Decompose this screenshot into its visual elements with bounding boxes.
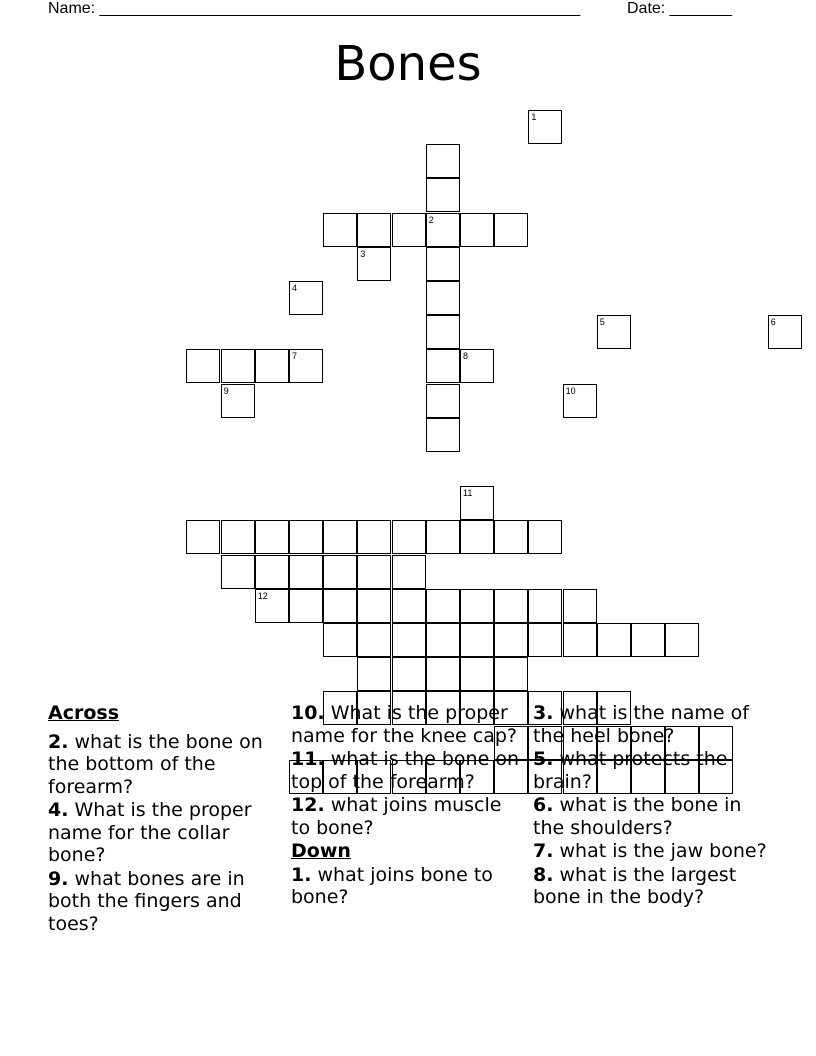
grid-cell[interactable]: [392, 589, 426, 623]
clue-number: 2.: [48, 730, 69, 753]
grid-cell[interactable]: [323, 555, 357, 589]
grid-cell[interactable]: [426, 144, 460, 178]
grid-cell-numbered[interactable]: [460, 486, 494, 520]
clue-number-label: 2: [428, 214, 434, 225]
clue-text: What is the proper name for the knee cap?: [291, 702, 518, 747]
clue-text: what is the bone on the bottom of the forearm?: [48, 730, 263, 798]
grid-cell[interactable]: [426, 349, 460, 383]
grid-cell[interactable]: [186, 349, 220, 383]
grid-cell-numbered[interactable]: [768, 315, 802, 349]
clue-text: What is the proper name for the collar bone?: [48, 799, 252, 866]
grid-cell[interactable]: [665, 623, 699, 657]
grid-cell[interactable]: [426, 418, 460, 452]
grid-cell-numbered[interactable]: [597, 315, 631, 349]
grid-cell[interactable]: [426, 315, 460, 349]
grid-cell[interactable]: [597, 623, 631, 657]
clue-down-1: [291, 864, 526, 909]
clue-number-label: 1: [531, 112, 537, 122]
grid-cell[interactable]: [426, 178, 460, 212]
clue-across-9: [48, 868, 273, 936]
grid-cell[interactable]: [494, 213, 528, 247]
clue-number-label: 11: [463, 488, 473, 499]
clue-number-label: 5: [599, 317, 605, 328]
clue-down-6: [533, 794, 768, 839]
clue-across-10: [291, 702, 526, 747]
across-heading: Across: [48, 702, 120, 724]
clue-across-4: [48, 799, 273, 867]
grid-cell[interactable]: [357, 623, 391, 657]
grid-cell-numbered[interactable]: [357, 247, 391, 281]
grid-cell-numbered[interactable]: [563, 384, 597, 418]
grid-cell[interactable]: [426, 281, 460, 315]
clue-text: what joins bone to bone?: [291, 863, 493, 908]
grid-cell[interactable]: [221, 520, 255, 554]
clue-number-label: 7: [292, 351, 298, 362]
clues-column-1: [48, 702, 273, 936]
grid-cell[interactable]: [221, 555, 255, 589]
grid-cell[interactable]: [289, 589, 323, 623]
grid-cell[interactable]: [323, 623, 357, 657]
grid-cell[interactable]: [460, 213, 494, 247]
name-blank[interactable]: ______________________________________________________: [99, 0, 581, 17]
clue-number: 6.: [533, 794, 554, 816]
grid-cell[interactable]: [426, 657, 460, 691]
clue-number-label: 12: [257, 590, 268, 601]
grid-cell[interactable]: [494, 520, 528, 554]
grid-cell[interactable]: [426, 623, 460, 657]
grid-cell[interactable]: [392, 623, 426, 657]
clue-text: what is the bone on top of the forearm?: [291, 748, 519, 793]
clue-down-3: [533, 702, 768, 747]
grid-cell[interactable]: [426, 247, 460, 281]
grid-cell[interactable]: [255, 520, 289, 554]
grid-cell[interactable]: [392, 657, 426, 691]
grid-cell-numbered[interactable]: [289, 349, 323, 383]
grid-cell[interactable]: [357, 213, 391, 247]
grid-cell-numbered[interactable]: [255, 589, 289, 623]
grid-cell[interactable]: [494, 657, 528, 691]
grid-cell[interactable]: [426, 589, 460, 623]
grid-cell[interactable]: [289, 520, 323, 554]
grid-cell-numbered[interactable]: [426, 213, 460, 247]
clue-text: what is the bone in the shoulders?: [533, 794, 742, 839]
grid-cell[interactable]: [323, 589, 357, 623]
grid-cell[interactable]: [563, 589, 597, 623]
grid-cell[interactable]: [221, 349, 255, 383]
clue-down-8: [533, 864, 768, 909]
clue-across-12: [291, 794, 526, 839]
name-label: Name:: [48, 0, 96, 17]
page-title: Bones: [334, 36, 482, 92]
clue-down-7: [533, 840, 768, 863]
grid-cell[interactable]: [563, 623, 597, 657]
clue-number: 5.: [533, 748, 554, 770]
clue-across-2: [48, 731, 273, 799]
clue-text: what is the jaw bone?: [559, 840, 767, 862]
grid-cell[interactable]: [323, 520, 357, 554]
grid-cell[interactable]: [255, 349, 289, 383]
grid-cell[interactable]: [392, 520, 426, 554]
grid-cell[interactable]: [460, 589, 494, 623]
clue-number: 10.: [291, 702, 325, 724]
clue-number-label: 4: [292, 283, 298, 293]
clue-across-11: [291, 748, 526, 793]
grid-cell-numbered[interactable]: [460, 349, 494, 383]
clue-text: what protects the brain?: [533, 748, 728, 793]
date-blank[interactable]: _______: [669, 0, 732, 17]
clue-number: 12.: [291, 794, 325, 816]
clue-number: 4.: [48, 799, 69, 821]
down-heading: Down: [291, 840, 351, 862]
grid-cell[interactable]: [289, 555, 323, 589]
clue-number-label: 10: [565, 385, 576, 396]
clue-down-5: [533, 748, 768, 793]
clue-text: what bones are in both the fingers and toes?: [48, 867, 245, 935]
grid-cell[interactable]: [357, 520, 391, 554]
clues-column-3: [533, 702, 768, 910]
clue-number: 7.: [533, 840, 554, 862]
grid-cell[interactable]: [460, 520, 494, 554]
grid-cell-numbered[interactable]: [289, 281, 323, 315]
date-label: Date:: [627, 0, 666, 17]
clue-text: what is the name of the heel bone?: [533, 702, 749, 747]
grid-cell[interactable]: [426, 384, 460, 418]
grid-cell[interactable]: [528, 520, 562, 554]
grid-cell[interactable]: [631, 623, 665, 657]
grid-cell[interactable]: [494, 623, 528, 657]
grid-cell[interactable]: [323, 213, 357, 247]
clue-number: 1.: [291, 863, 312, 886]
clue-number-label: 8: [463, 351, 469, 362]
grid-cell[interactable]: [357, 555, 391, 589]
grid-cell[interactable]: [392, 213, 426, 247]
clue-number: 11.: [291, 748, 325, 770]
clue-number: 8.: [533, 863, 554, 886]
clue-text: what is the largest bone in the body?: [533, 863, 737, 908]
grid-cell[interactable]: [528, 623, 562, 657]
grid-cell[interactable]: [528, 589, 562, 623]
grid-cell[interactable]: [460, 623, 494, 657]
grid-cell[interactable]: [392, 555, 426, 589]
clue-text: what joins muscle to bone?: [291, 794, 502, 839]
clue-number: 3.: [533, 702, 554, 724]
clue-number: 9.: [48, 867, 69, 890]
clue-number-label: 3: [360, 248, 366, 259]
grid-cell-numbered[interactable]: [221, 384, 255, 418]
grid-cell[interactable]: [186, 520, 220, 554]
grid-cell[interactable]: [357, 589, 391, 623]
grid-cell[interactable]: [357, 657, 391, 691]
clue-number-label: 6: [770, 317, 776, 328]
clues-column-2: [291, 702, 526, 910]
grid-cell[interactable]: [460, 657, 494, 691]
grid-cell[interactable]: [494, 589, 528, 623]
grid-cell-numbered[interactable]: [528, 110, 562, 144]
clue-number-label: 9: [223, 385, 229, 396]
grid-cell[interactable]: [255, 555, 289, 589]
grid-cell[interactable]: [426, 520, 460, 554]
